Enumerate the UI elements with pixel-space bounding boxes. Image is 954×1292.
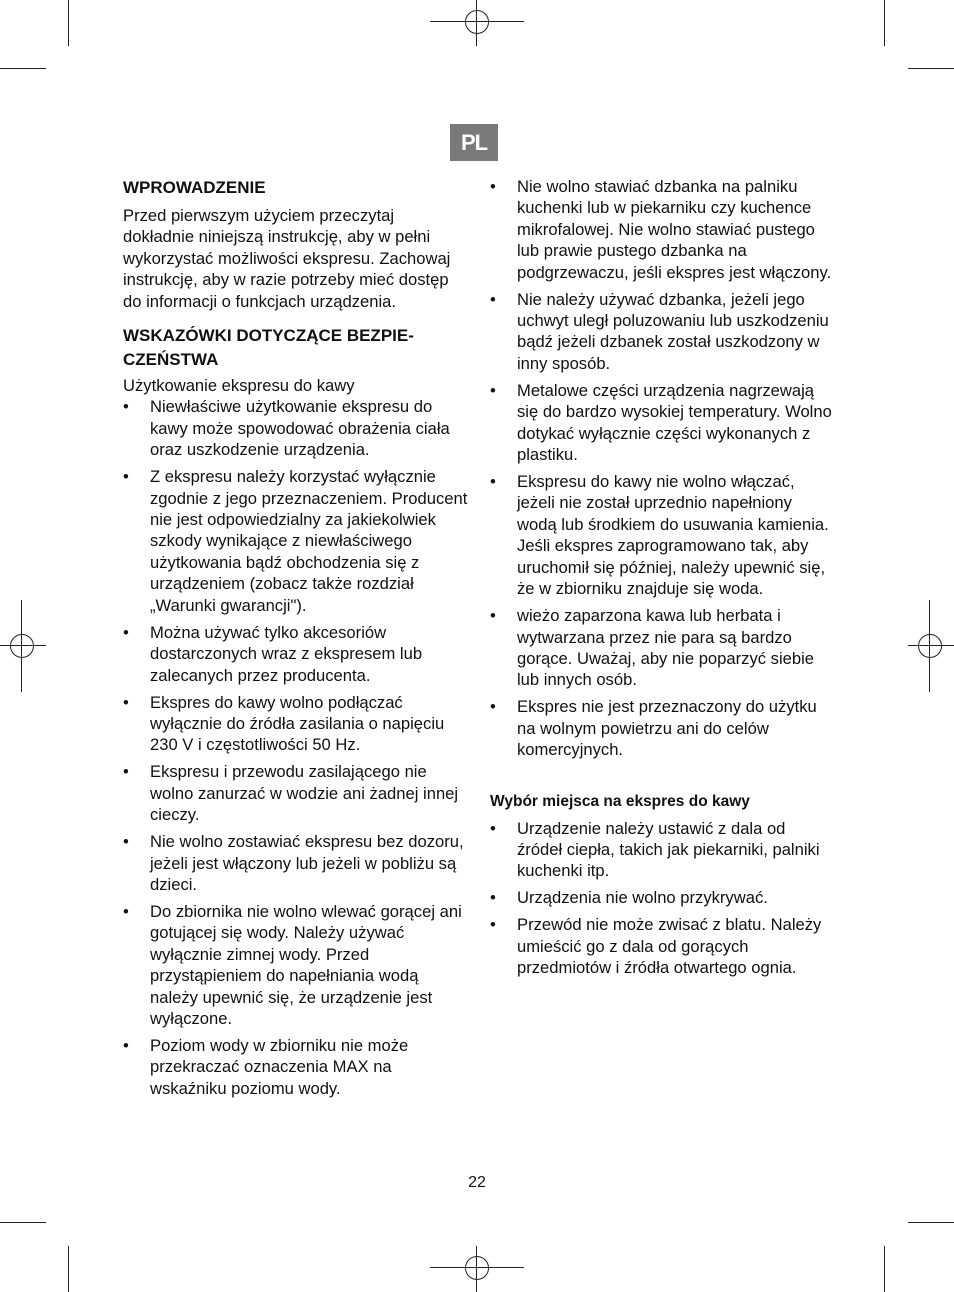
safety-bullet-list-continued <box>490 176 835 761</box>
list-item-text: Ekspresu i przewodu zasilającego nie wolno zanurzać w wodzie ani żadnej innej cieczy. <box>150 762 459 825</box>
intro-heading: WPROWADZENIE <box>123 178 266 197</box>
crop-mark <box>0 1222 46 1223</box>
safety-heading: WSKAZÓWKI DOTYCZĄCE BEZPIE-CZEŃSTWA <box>123 326 414 370</box>
list-item-text: Nie należy używać dzbanka, jeżeli jego uchwyt uległ poluzowaniu lub uszkodzeniu bądź jeżeli dzbanek został uszkodzony w inny sposób. <box>517 289 829 373</box>
registration-mark-bottom <box>430 1246 524 1292</box>
bullet-glyph: • <box>490 915 496 935</box>
list-item <box>490 289 835 375</box>
bullet-glyph: • <box>123 397 129 417</box>
list-item <box>490 605 835 691</box>
list-item-text: Urządzenia nie wolno przykrywać. <box>517 888 768 908</box>
bullet-glyph: • <box>123 832 129 852</box>
list-item <box>123 901 468 1029</box>
bullet-glyph: • <box>490 606 496 626</box>
bullet-glyph: • <box>123 901 129 921</box>
safety-subtext: Użytkowanie ekspresu do kawy <box>123 376 355 396</box>
list-item <box>123 466 468 616</box>
language-badge: PL <box>450 124 498 161</box>
list-item <box>123 831 468 895</box>
list-item <box>123 622 468 686</box>
bullet-glyph: • <box>490 289 496 309</box>
bullet-glyph: • <box>490 380 496 400</box>
list-item-text: Ekspres nie jest przeznaczony do użytku na wolnym powietrzu ani do celów komercyjnych. <box>517 697 817 760</box>
location-bullet-list <box>490 818 835 979</box>
list-item-text: Urządzenie należy ustawić z dala od źródeł ciepła, takich jak piekarniki, palniki kuchenki itp. <box>517 818 820 881</box>
bullet-glyph: • <box>123 467 129 487</box>
list-item <box>490 914 835 978</box>
bullet-glyph: • <box>490 818 496 838</box>
list-item-text: wieżo zaparzona kawa lub herbata i wytwarzana przez nie para są bardzo gorące. Uważaj, aby nie poparzyć siebie lub innych osób. <box>517 606 815 690</box>
bullet-glyph: • <box>123 762 129 782</box>
list-item-text: Do zbiornika nie wolno wlewać gorącej ani gotującej się wody. Należy używać wyłącznie zimnej wody. Przed przystąpieniem do napełniania wodą należy upewnić się, że urządzenie jest wyłączone. <box>150 901 462 1028</box>
crop-mark <box>0 68 46 69</box>
list-item-text: Nie wolno stawiać dzbanka na palniku kuchenki lub w piekarniku czy kuchence mikrofalowej. Nie wolno stawiać pustego lub prawie pustego dzbanka na podgrzewaczu, jeśli ekspres jest włączony. <box>517 177 832 282</box>
list-item-text: Ekspres do kawy wolno podłączać wyłącznie do źródła zasilania o napięciu 230 V i częstotliwości 50 Hz. <box>150 692 445 755</box>
left-column <box>123 176 468 1105</box>
list-item-text: Metalowe części urządzenia nagrzewają się do bardzo wysokiej temperatury. Wolno dotykać wyłącznie części wykonanych z plastiku. <box>517 380 832 465</box>
right-column <box>490 176 835 984</box>
safety-bullet-list <box>123 396 468 1099</box>
intro-text: Przed pierwszym użyciem przeczytaj dokładnie niniejszą instrukcję, aby w pełni wykorzystać możliwości ekspresu. Zachowaj instrukcję, aby w razie potrzeby mieć dostęp do informacji o funkcjach urządzenia. <box>123 206 451 311</box>
crop-mark <box>884 1246 885 1292</box>
crop-mark <box>908 68 954 69</box>
registration-mark-top <box>430 0 524 46</box>
list-item-text: Nie wolno zostawiać ekspresu bez dozoru, jeżeli jest włączony lub jeżeli w pobliżu są dzieci. <box>150 832 464 894</box>
bullet-glyph: • <box>123 1035 129 1055</box>
list-item <box>490 887 835 908</box>
bullet-glyph: • <box>490 888 496 908</box>
page-number: 22 <box>468 1174 486 1191</box>
crop-mark <box>68 1246 69 1292</box>
bullet-glyph: • <box>123 622 129 642</box>
list-item-text: Ekspresu do kawy nie wolno włączać, jeżeli nie został uprzednio napełniony wodą lub środkiem do usuwania kamienia. Jeśli ekspres zaprogramowano tak, aby uruchomił się później, należy upewnić się, że w zbiorniku znajduje się woda. <box>517 472 829 599</box>
list-item-text: Przewód nie może zwisać z blatu. Należy umieścić go z dala od gorących przedmiotów i źródła otwartego ognia. <box>517 915 822 978</box>
list-item-text: Można używać tylko akcesoriów dostarczonych wraz z ekspresem lub zalecanych przez producenta. <box>150 622 423 685</box>
registration-mark-left <box>0 600 46 692</box>
bullet-glyph: • <box>123 692 129 712</box>
list-item <box>490 471 835 599</box>
list-item <box>123 692 468 756</box>
bullet-glyph: • <box>490 177 496 196</box>
list-item <box>490 696 835 760</box>
list-item <box>490 380 835 466</box>
list-item <box>490 818 835 882</box>
crop-mark <box>908 1222 954 1223</box>
crop-mark <box>68 0 69 46</box>
location-heading: Wybór miejsca na ekspres do kawy <box>490 792 750 810</box>
list-item-text: Poziom wody w zbiorniku nie może przekraczać oznaczenia MAX na wskaźniku poziomu wody. <box>150 1035 409 1098</box>
registration-mark-right <box>908 600 954 692</box>
list-item <box>490 176 835 283</box>
list-item <box>123 396 468 460</box>
list-item <box>123 1035 468 1099</box>
crop-mark <box>884 0 885 46</box>
bullet-glyph: • <box>490 472 496 492</box>
list-item-text: Z ekspresu należy korzystać wyłącznie zgodnie z jego przeznaczeniem. Producent nie jest odpowiedzialny za jakiekolwiek szkody wynikające z niewłaściwego użytkowania bądź obchodzenia się z urządzeniem (zobacz także rozdział „Warunki gwarancji"). <box>150 467 468 615</box>
list-item-text: Niewłaściwe użytkowanie ekspresu do kawy może spowodować obrażenia ciała oraz uszkodzenie urządzenia. <box>150 397 450 460</box>
list-item <box>123 761 468 825</box>
bullet-glyph: • <box>490 697 496 717</box>
